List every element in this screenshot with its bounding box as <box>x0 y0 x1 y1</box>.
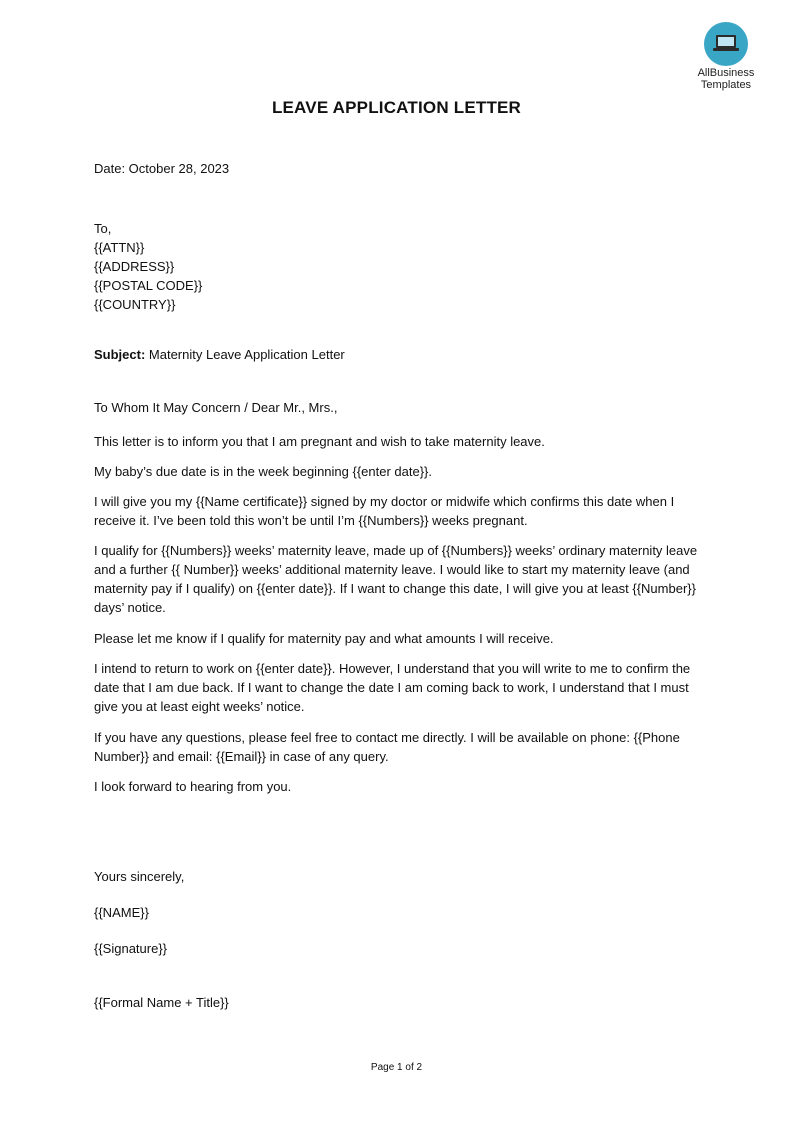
paragraph-1: This letter is to inform you that I am pregnant and wish to take maternity leave. <box>94 434 545 449</box>
paragraph-5: Please let me know if I qualify for maternity pay and what amounts I will receive. <box>94 631 554 646</box>
paragraph-4: I qualify for {{Numbers}} weeks’ maternity leave, made up of {{Numbers}} weeks’ ordinary maternity leave and a further {{ Number}} weeks’ additional maternity leave. I would like to start my maternity leave (and maternity pay if I qualify) on {{enter date}}. If I want to change this date, I will give you at least {{Number}} days’ notice. <box>94 543 698 615</box>
subject-label: Subject: <box>94 347 146 362</box>
recipient-block <box>94 219 706 314</box>
recipient-postal-code: {{POSTAL CODE}} <box>94 278 203 293</box>
paragraph-6: I intend to return to work on {{enter date}}. However, I understand that you will write to me to confirm the date that I am due back. If I want to change the date I am coming back to work, I understand that I must give you at least eight weeks’ notice. <box>94 661 691 714</box>
logo-line-2: Templates <box>700 79 752 91</box>
allbusiness-templates-logo <box>690 22 762 91</box>
paragraph-3: I will give you my {{Name certificate}} signed by my doctor or midwife which confirms this date when I receive it. I’ve been told this won’t be until I’m {{Numbers}} weeks pregnant. <box>94 494 675 528</box>
closing: Yours sincerely, <box>94 869 185 884</box>
paragraph-7: If you have any questions, please feel free to contact me directly. I will be available on phone: {{Phone Number}} and email: {{Email}} in case of any query. <box>94 730 680 764</box>
signature-placeholder: {{Signature}} <box>94 941 168 956</box>
subject-text: Maternity Leave Application Letter <box>145 347 345 362</box>
page-number: Page 1 of 2 <box>370 1062 423 1073</box>
recipient-country: {{COUNTRY}} <box>94 297 176 312</box>
recipient-address: {{ADDRESS}} <box>94 259 175 274</box>
paragraph-8: I look forward to hearing from you. <box>94 779 292 794</box>
date-line: Date: October 28, 2023 <box>94 161 230 176</box>
paragraph-2: My baby’s due date is in the week beginning {{enter date}}. <box>94 464 433 479</box>
salutation: To Whom It May Concern / Dear Mr., Mrs., <box>94 400 338 415</box>
document-title: LEAVE APPLICATION LETTER <box>271 98 522 117</box>
logo-text <box>690 67 762 91</box>
logo-line-1: AllBusiness <box>697 67 755 79</box>
subject-line <box>94 345 706 364</box>
formal-name-placeholder: {{Formal Name + Title}} <box>94 995 229 1010</box>
name-placeholder: {{NAME}} <box>94 905 149 920</box>
laptop-icon <box>704 22 748 66</box>
recipient-attn: {{ATTN}} <box>94 240 145 255</box>
recipient-to: To, <box>94 221 112 236</box>
